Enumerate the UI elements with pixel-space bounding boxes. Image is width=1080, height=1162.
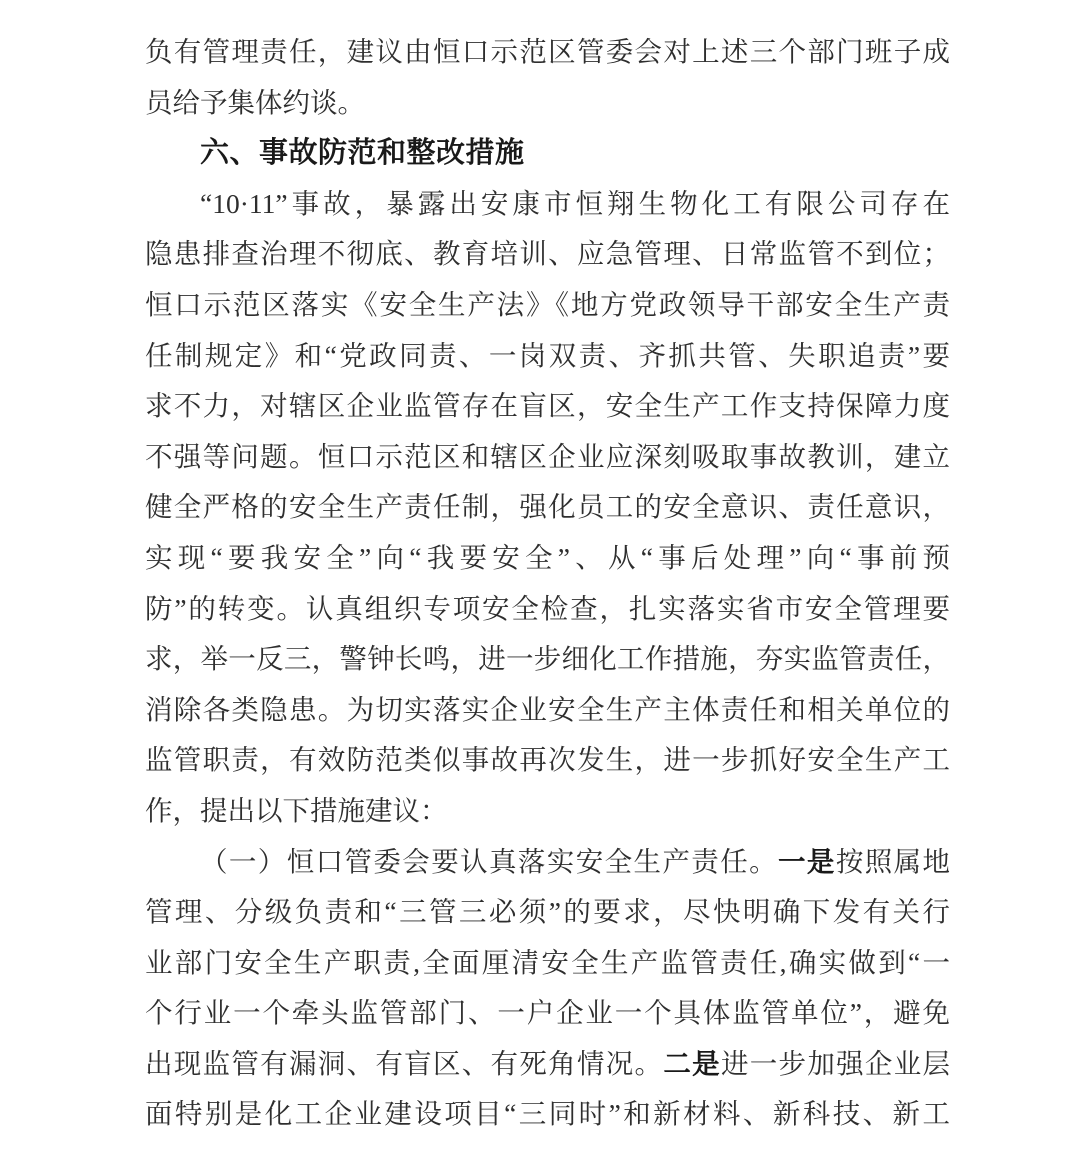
text-run: 个行业一个牵头监管部门、一户企业一个具体监管单位”，避免 <box>145 997 950 1029</box>
text-line <box>145 634 950 685</box>
text-line <box>145 381 950 432</box>
text-run: 求不力，对辖区企业监管存在盲区，安全生产工作支持保障力度 <box>145 390 950 422</box>
text-line <box>145 533 950 584</box>
text-run: 防”的转变。认真组织专项安全检查，扎实落实省市安全管理要 <box>145 592 950 624</box>
text-run: 恒口示范区落实《安全生产法》《地方党政领导干部安全生产责 <box>145 288 950 320</box>
text-run: 健全严格的安全生产责任制，强化员工的安全意识、责任意识， <box>145 491 950 523</box>
text-run: 消除各类隐患。为切实落实企业安全生产主体责任和相关单位的 <box>145 693 950 725</box>
text-line <box>145 837 950 888</box>
bold-run: 二是 <box>663 1047 721 1079</box>
text-run: 进一步加强企业层 <box>720 1047 950 1079</box>
text-line <box>145 179 950 230</box>
text-run: 管理、分级负责和“三管三必须”的要求，尽快明确下发有关行 <box>145 896 950 928</box>
document-body <box>145 27 950 1140</box>
text-run: 隐患排查治理不彻底、教育培训、应急管理、日常监管不到位； <box>145 238 950 270</box>
text-run: 员给予集体约谈。 <box>145 86 365 118</box>
text-run: 业部门安全生产职责,全面厘清安全生产监管责任,确实做到“一 <box>145 946 950 978</box>
text-line <box>145 685 950 736</box>
text-line <box>145 1089 950 1140</box>
text-run: 监管职责，有效防范类似事故再次发生，进一步抓好安全生产工 <box>145 744 950 776</box>
text-run: 实现“要我安全”向“我要安全”、从“事后处理”向“事前预 <box>145 541 950 573</box>
text-line <box>145 280 950 331</box>
text-line <box>145 432 950 483</box>
text-run: “10·11”事故，暴露出安康市恒翔生物化工有限公司存在 <box>200 187 950 219</box>
section-heading <box>145 128 950 179</box>
text-run: （一）恒口管委会要认真落实安全生产责任。 <box>200 845 778 877</box>
bold-run: 一是 <box>778 845 836 877</box>
text-line <box>145 27 950 78</box>
text-line <box>145 735 950 786</box>
text-line <box>145 786 950 837</box>
text-line <box>145 482 950 533</box>
text-line <box>145 331 950 382</box>
text-line <box>145 78 950 129</box>
text-run: 出现监管有漏洞、有盲区、有死角情况。 <box>145 1047 664 1079</box>
text-line <box>145 584 950 635</box>
text-line <box>145 988 950 1039</box>
text-run: 不强等问题。恒口示范区和辖区企业应深刻吸取事故教训，建立 <box>145 440 950 472</box>
text-line <box>145 887 950 938</box>
text-line <box>145 938 950 989</box>
text-run: 求，举一反三，警钟长鸣，进一步细化工作措施，夯实监管责任， <box>145 643 950 675</box>
bold-run: 六、事故防范和整改措施 <box>200 137 525 170</box>
text-run: 负有管理责任，建议由恒口示范区管委会对上述三个部门班子成 <box>145 36 950 67</box>
text-run: 任制规定》和“党政同责、一岗双责、齐抓共管、失职追责”要 <box>145 339 950 371</box>
text-run: 按照属地 <box>835 845 950 877</box>
text-line <box>145 229 950 280</box>
text-run: 作，提出以下措施建议： <box>145 794 448 826</box>
text-line <box>145 1039 950 1090</box>
text-run: 面特别是化工企业建设项目“三同时”和新材料、新科技、新工 <box>145 1098 950 1130</box>
